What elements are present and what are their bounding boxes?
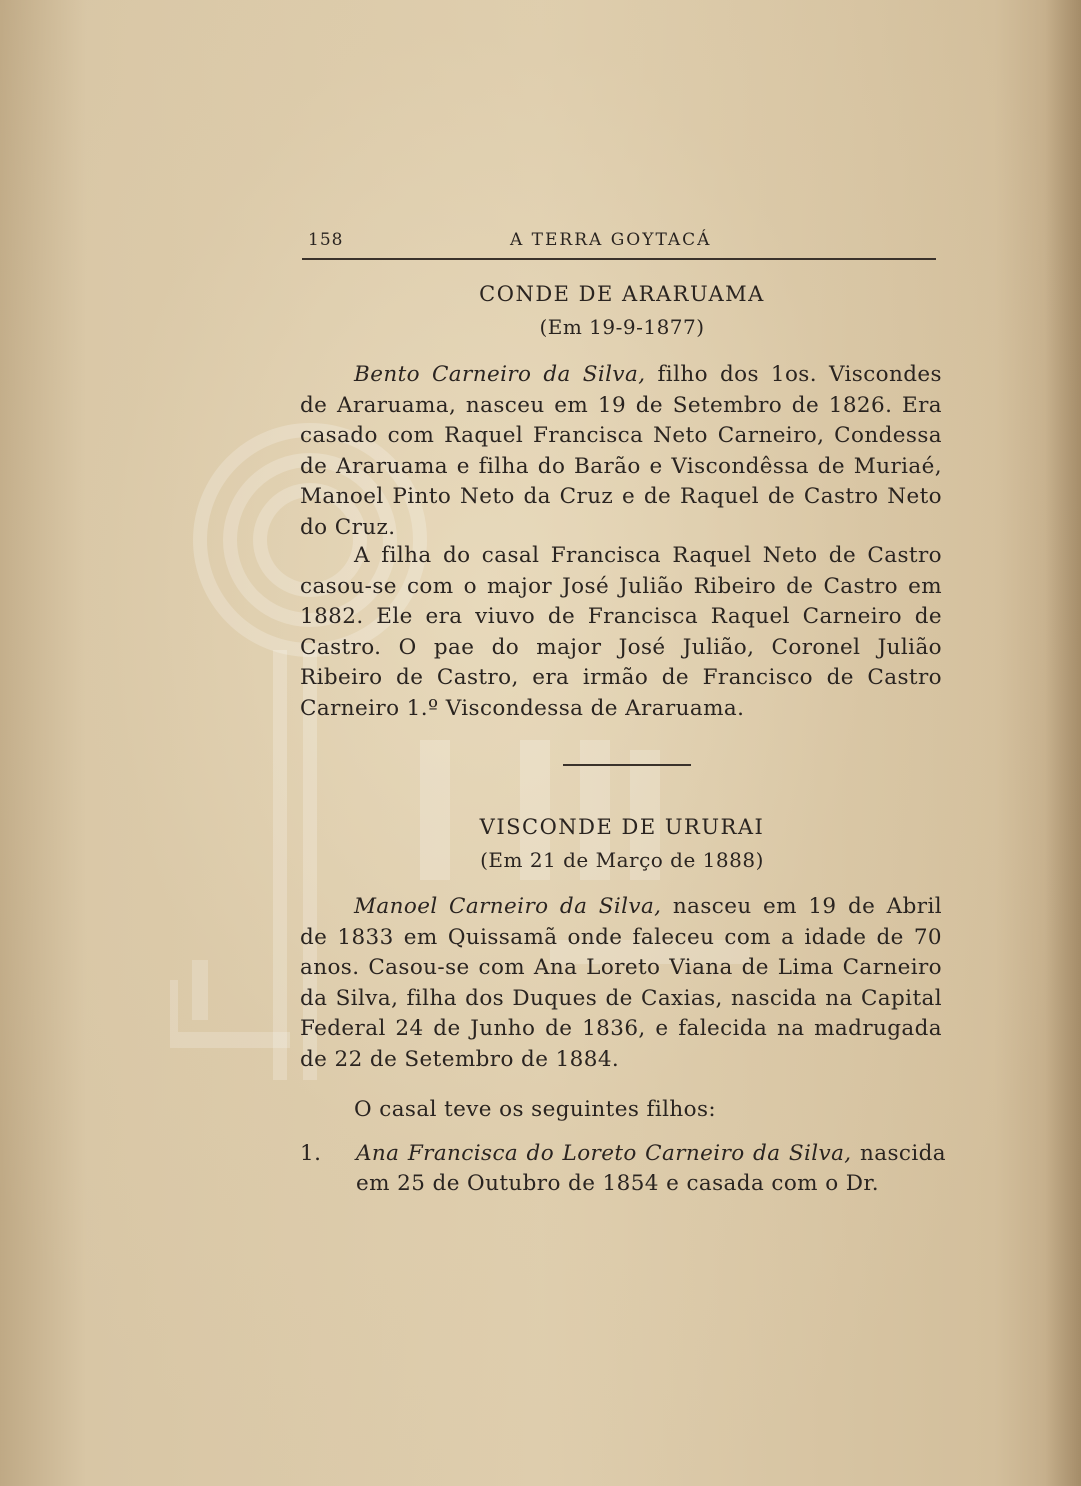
person-name: Ana Francisca do Loreto Carneiro da Silva, <box>356 1141 852 1166</box>
person-name: Manoel Carneiro da Silva, <box>354 894 662 919</box>
list-item-text: nascida em 25 de Outubro de 1854 e casada com o Dr. <box>356 1141 946 1196</box>
paragraph-text: filho dos 1os. Viscondes de Araruama, nasceu em 19 de Setembro de 1826. Era casado com Raquel Francisca Neto Carneiro, Condessa de Araruama e filha do Barão e Viscondêssa de Muriaé, Manoel Pinto Neto da Cruz e de Raquel de Castro Neto do Cruz. <box>300 362 942 540</box>
page-number: 158 <box>308 230 344 250</box>
section-title-visconde-de-urural: VISCONDE DE URURAI <box>479 815 765 839</box>
paragraph-text: O casal teve os seguintes filhos: <box>354 1097 717 1122</box>
section-date: (Em 21 de Março de 1888) <box>480 848 764 872</box>
section-date: (Em 19-9-1877) <box>539 315 705 339</box>
paragraph-text: nasceu em 19 de Abril de 1833 em Quissamã onde faleceu com a idade de 70 anos. Casou-se com Ana Loreto Viana de Lima Carneiro da Silva, filha dos Duques de Caxias, nascida na Capital Federal 24 de Junho de 1836, e falecida na madrugada de 22 de Setembro de 1884. <box>300 894 942 1072</box>
paragraph-text: A filha do casal Francisca Raquel Neto de Castro casou-se com o major José Julião Ribeiro de Castro em 1882. Ele era viuvo de Francisca Raquel Carneiro de Castro. O pae do major José Julião, Coronel Julião Ribeiro de Castro, era irmão de Francisco de Castro Carneiro 1.º Viscondessa de Araruama. <box>300 543 942 721</box>
list-text <box>356 1139 946 1199</box>
running-header <box>302 228 936 260</box>
list-number: 1. <box>300 1141 322 1166</box>
running-title: A TERRA GOYTACÁ <box>510 230 712 250</box>
section-title-conde-de-araruama: CONDE DE ARARUAMA <box>479 282 765 306</box>
paragraph-children-intro <box>300 1095 942 1126</box>
person-name: Bento Carneiro da Silva, <box>354 362 646 387</box>
section-divider <box>563 764 691 766</box>
list-item-child-1 <box>300 1139 946 1201</box>
paragraph-bento-carneiro <box>300 360 942 543</box>
page-edge-shadow <box>1045 0 1081 1486</box>
paragraph-manoel-carneiro <box>300 892 942 1075</box>
paragraph-francisca-raquel <box>300 541 942 724</box>
